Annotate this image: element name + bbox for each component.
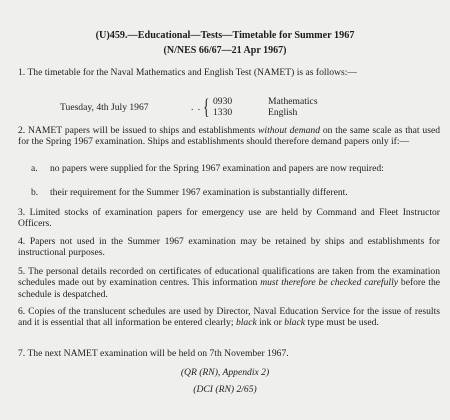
schedule-date: Tuesday, 4th July 1967 xyxy=(60,102,149,113)
emphasis-text: without demand xyxy=(258,125,321,136)
paragraph-text: The personal details recorded on certificates of educational qualifications are taken from the examination schedules made out by examination centres. This information xyxy=(18,266,440,289)
exam-schedule xyxy=(0,96,450,122)
emphasis-text: must therefore be checked carefully xyxy=(260,277,398,289)
paragraph-4 xyxy=(18,236,440,259)
paragraph-text: NAMET papers will be issued to ships and establishments xyxy=(28,125,256,136)
paragraph-number: 7. xyxy=(18,348,26,359)
paragraph-text: Papers not used in the Summer 1967 examination may be retained by ships and establishments for instructional purposes. xyxy=(18,236,440,259)
paragraph-text: before the schedule is despatched. xyxy=(18,277,440,300)
paragraph-number: 6. xyxy=(18,306,26,317)
paragraph-text: Copies of the translucent schedules are used by Director, Naval Education Service for the issue of results and it is essential that all information be entered clearly; xyxy=(18,306,440,329)
subparagraph-text: no papers were supplied for the Spring 1967 examination and papers are now required: xyxy=(50,163,384,174)
paragraph-3 xyxy=(18,207,440,230)
document-reference: (N/NES 66/67—21 Apr 1967) xyxy=(163,45,287,56)
paragraph-6 xyxy=(18,306,440,329)
subparagraph-a xyxy=(31,163,440,174)
subparagraph-text: their requirement for the Summer 1967 examination is substantially different. xyxy=(50,187,348,198)
paragraph-text: type must be used. xyxy=(307,317,379,329)
paragraph-number: 2. xyxy=(18,125,26,136)
document-title: (U)459.—Educational—Tests—Timetable for Summer 1967 xyxy=(95,30,355,41)
subparagraph-b xyxy=(31,187,440,198)
paragraph-7 xyxy=(18,348,440,359)
paragraph-number: 3. xyxy=(18,207,26,218)
schedule-time: 0930 xyxy=(213,96,233,107)
paragraph-text: The next NAMET examination will be held on 7th November 1967. xyxy=(27,348,289,359)
paragraph-5 xyxy=(18,266,440,300)
citation: (QR (RN), Appendix 2) xyxy=(180,367,270,378)
paragraph-text: Limited stocks of examination papers for emergency use are held by Command and Fleet Instructor Officers. xyxy=(18,207,440,230)
brace-icon: { xyxy=(203,94,210,119)
paragraph-number: 5. xyxy=(18,266,26,277)
citation: (DCI (RN) 2/65) xyxy=(193,384,257,395)
schedule-leader-dots: . . xyxy=(191,102,202,113)
paragraph-text: The timetable for the Naval Mathematics and English Test (NAMET) is as follows:— xyxy=(27,67,357,78)
emphasis-text: black xyxy=(284,317,305,329)
subparagraph-label: a. xyxy=(31,163,38,174)
paragraph-2 xyxy=(18,125,440,148)
paragraph-text: ink or xyxy=(259,317,282,329)
schedule-subject: English xyxy=(268,107,298,118)
paragraph-number: 4. xyxy=(18,236,26,247)
paragraph-1 xyxy=(18,67,440,78)
emphasis-text: black xyxy=(235,317,257,329)
paragraph-text: on the same scale as that used for the Spring 1967 examination. Ships and establishments should therefore demand papers only if:— xyxy=(18,125,441,148)
schedule-subject: Mathematics xyxy=(268,96,318,107)
schedule-time: 1330 xyxy=(213,107,233,118)
paragraph-number: 1. xyxy=(18,67,26,78)
subparagraph-label: b. xyxy=(31,187,39,198)
